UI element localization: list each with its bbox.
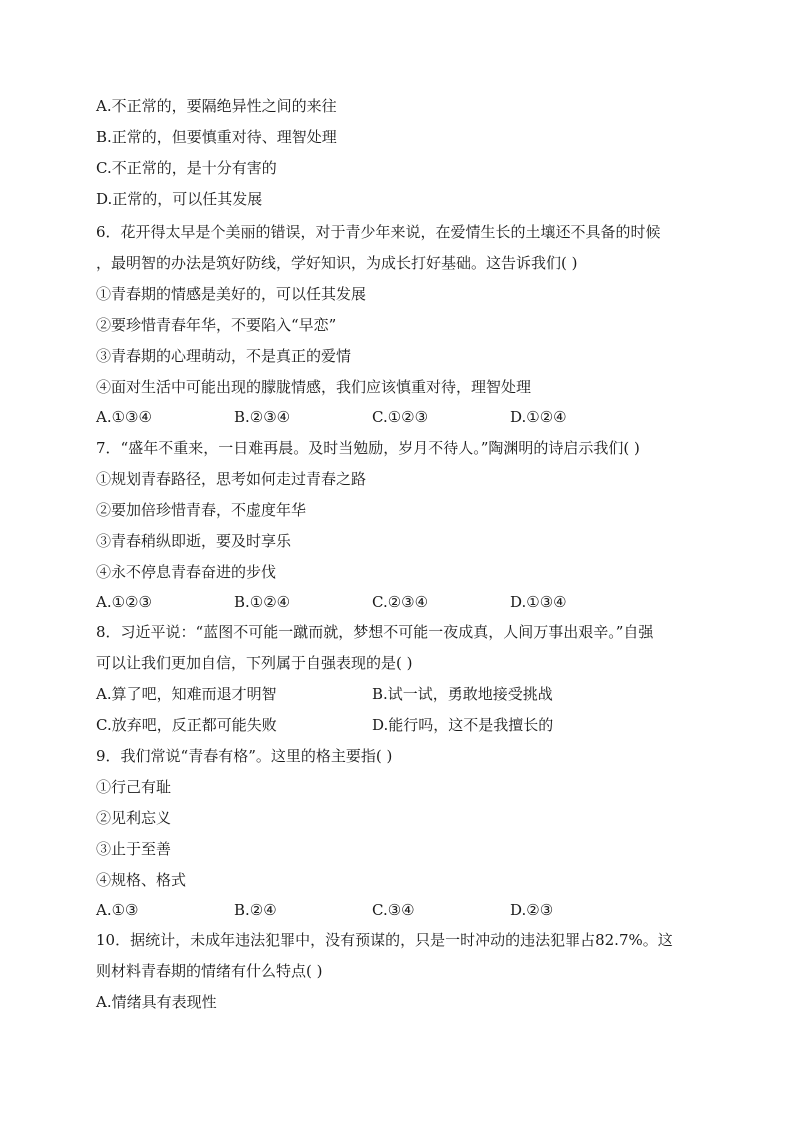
q7-stem: 7．“盛年不重来，一日难再晨。及时当勉励，岁月不待人。”陶渊明的诗启示我们( ) [96,439,640,457]
q6-options [96,407,706,427]
q5-option-c: C.不正常的，是十分有害的 [96,159,277,177]
q10-stem-line1: 10．据统计，未成年违法犯罪中，没有预谋的，只是一时冲动的违法犯罪占82.7%。这 [96,931,673,949]
q7-option-b: B.①②④ [234,593,291,611]
q6-item-1: ①青春期的情感是美好的，可以任其发展 [96,285,367,303]
q7-options [96,592,706,612]
q6-stem-line2: ，最明智的办法是筑好防线，学好知识，为成长打好基础。这告诉我们( ) [96,254,578,272]
q10-stem-line2: 则材料青春期的情绪有什么特点( ) [96,962,323,980]
q9-option-b: B.②④ [234,901,277,919]
q7-item-2: ②要加倍珍惜青春，不虚度年华 [96,501,307,519]
q9-options [96,900,706,920]
q9-item-2: ②见利忘义 [96,809,172,827]
q6-option-b: B.②③④ [234,408,291,426]
q7-option-a: A.①②③ [96,593,152,611]
q6-stem-line1: 6．花开得太早是个美丽的错误，对于青少年来说，在爱情生长的土壤还不具备的时候 [96,223,661,241]
q7-item-1: ①规划青春路径，思考如何走过青春之路 [96,470,367,488]
q7-option-c: C.②③④ [372,593,429,611]
q6-item-3: ③青春期的心理萌动，不是真正的爱情 [96,347,352,365]
q9-option-d: D.②③ [510,901,554,919]
q8-stem-line2: 可以让我们更加自信，下列属于自强表现的是( ) [96,654,413,672]
q8-stem-line1: 8．习近平说：“蓝图不可能一蹴而就，梦想不可能一夜成真，人间万事出艰辛。”自强 [96,623,654,641]
q9-item-4: ④规格、格式 [96,871,187,889]
q7-option-d: D.①③④ [510,593,567,611]
q8-option-b: B.试一试，勇敢地接受挑战 [372,685,553,703]
q8-options-row2 [96,715,706,735]
q6-option-c: C.①②③ [372,408,429,426]
q10-option-a: A.情绪具有表现性 [96,993,217,1011]
q9-stem: 9．我们常说“青春有格”。这里的格主要指( ) [96,747,393,765]
q9-option-a: A.①③ [96,901,139,919]
q6-option-d: D.①②④ [510,408,567,426]
q9-item-1: ①行己有耻 [96,778,172,796]
q6-option-a: A.①③④ [96,408,152,426]
q9-item-3: ③止于至善 [96,840,172,858]
q5-option-a: A.不正常的，要隔绝异性之间的来往 [96,97,337,115]
q8-option-d: D.能行吗，这不是我擅长的 [372,716,554,734]
q6-item-2: ②要珍惜青春年华，不要陷入“早恋” [96,316,337,334]
q8-option-c: C.放弃吧，反正都可能失败 [96,716,277,734]
q5-option-d: D.正常的，可以任其发展 [96,190,263,208]
q9-option-c: C.③④ [372,901,415,919]
q8-option-a: A.算了吧，知难而退才明智 [96,685,277,703]
q7-item-4: ④永不停息青春奋进的步伐 [96,563,277,581]
q7-item-3: ③青春稍纵即逝，要及时享乐 [96,532,292,550]
q5-option-b: B.正常的，但要慎重对待、理智处理 [96,128,337,146]
q6-item-4: ④面对生活中可能出现的朦胧情感，我们应该慎重对待，理智处理 [96,378,532,396]
q8-options-row1 [96,684,706,704]
